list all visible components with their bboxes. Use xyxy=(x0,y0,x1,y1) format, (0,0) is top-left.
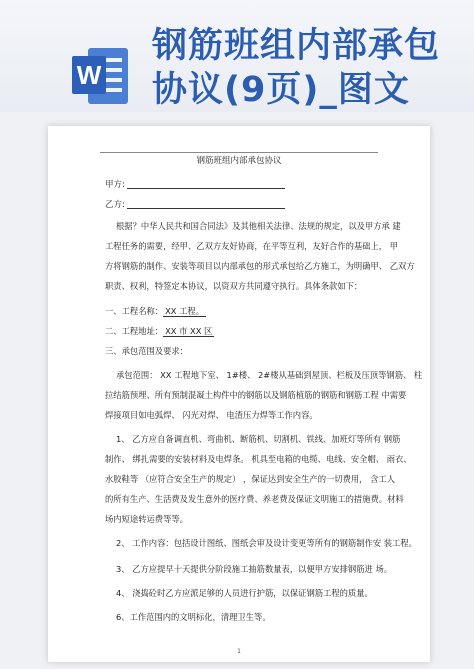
banner-title-line-1: 钢筋班组内部承包 xyxy=(152,26,441,66)
banner xyxy=(0,0,474,112)
preamble-line: 方将钢筋的制作、安装等项目以内部承包的形式承包给乙方施工，为明确甲、 乙双方 xyxy=(105,261,415,271)
clause-1-line: 1、 乙方应自备调直机、弯曲机、断筋机、切割机、铁线、加班灯等所有 钢筋 xyxy=(116,434,401,444)
item-project-name xyxy=(105,306,206,317)
word-document-icon xyxy=(70,44,132,108)
party-a-blank xyxy=(127,188,285,189)
clause-6: 6、工作范围内的文明标化，清理卫生等。 xyxy=(116,612,271,622)
clause-1-line: 水胶鞋等 （应符合安全生产的规定） ，保证达到安全生产的一切费用， 含工人 xyxy=(105,474,396,484)
item-project-address-label: 二、工程地址： xyxy=(105,326,164,336)
preamble-line: 职责、权利，特签定本协议，以资双方共同遵守执行。具体条款如下： xyxy=(105,281,363,291)
page-number: 1 xyxy=(237,648,241,655)
clause-4: 4、 浇捣砼时乙方应派足够的人员进行护筋，以保证钢筋工程的质量。 xyxy=(116,588,373,598)
party-a-label: 甲方: xyxy=(105,180,125,190)
header-rule xyxy=(100,152,378,153)
party-b-label: 乙方: xyxy=(105,200,125,210)
clause-2: 2、 工作内容：包括设计图纸、图纸会审及设计变更等所有的钢筋制作安 装工程。 xyxy=(116,538,417,548)
clause-3: 3、 乙方应提早十天提供分阶段施工抽筋数量表，以便甲方安排钢筋进 场。 xyxy=(116,564,393,574)
item-project-address-value: XX 市 XX 区 xyxy=(165,326,213,336)
item-scope-heading: 三、承包范围及要求： xyxy=(105,346,188,356)
clause-1-line: 制作、 绑扎需要的安装材料及电焊条。 机具至电箱的电缆、电线、安全帽、 雨衣、 xyxy=(105,454,412,464)
preamble-line: 根据？中华人民共和国合同法》及其他相关法律、法规的规定，以及甲方承 建 xyxy=(116,221,401,231)
preamble-line: 工程任务的需要，经甲、乙双方友好协商，在平等互利，友好合作的基础上， 甲 xyxy=(105,241,399,251)
banner-title-line-2: 协议(9页)_图文 xyxy=(152,70,410,110)
scope-line: 焊接项目如电弧焊、 闪光对焊、 电渣压力焊等工作内容。 xyxy=(105,410,318,420)
document-title: 钢筋班组内部承包协议 xyxy=(196,156,282,166)
item-project-name-label: 一、工程名称： xyxy=(105,306,164,316)
word-icon-letter: W xyxy=(76,60,102,90)
clause-1-line: 场内短途转运费等等。 xyxy=(105,514,188,524)
item-project-name-value: XX 工程。 xyxy=(165,306,204,316)
document-page xyxy=(48,126,430,662)
clause-1-line: 的所有生产、生活费及发生意外的医疗费、养老费及保证文明施工的措施费。材料 xyxy=(105,494,404,504)
scope-line: 承包范围： XX 工程地下室、 1#楼、 2#楼从基础到屋顶、栏板及压顶等钢筋、 柱 xyxy=(116,370,423,380)
banner-title xyxy=(152,24,468,112)
party-b-blank xyxy=(127,208,285,209)
scope-line: 拉结筋预埋、所有预制混凝土构件中的钢筋以及钢筋植筋的钢筋和钢筋工程 中需要 xyxy=(105,390,407,400)
item-project-address xyxy=(105,326,214,337)
party-b-row xyxy=(105,198,125,210)
party-a-row xyxy=(105,178,125,190)
